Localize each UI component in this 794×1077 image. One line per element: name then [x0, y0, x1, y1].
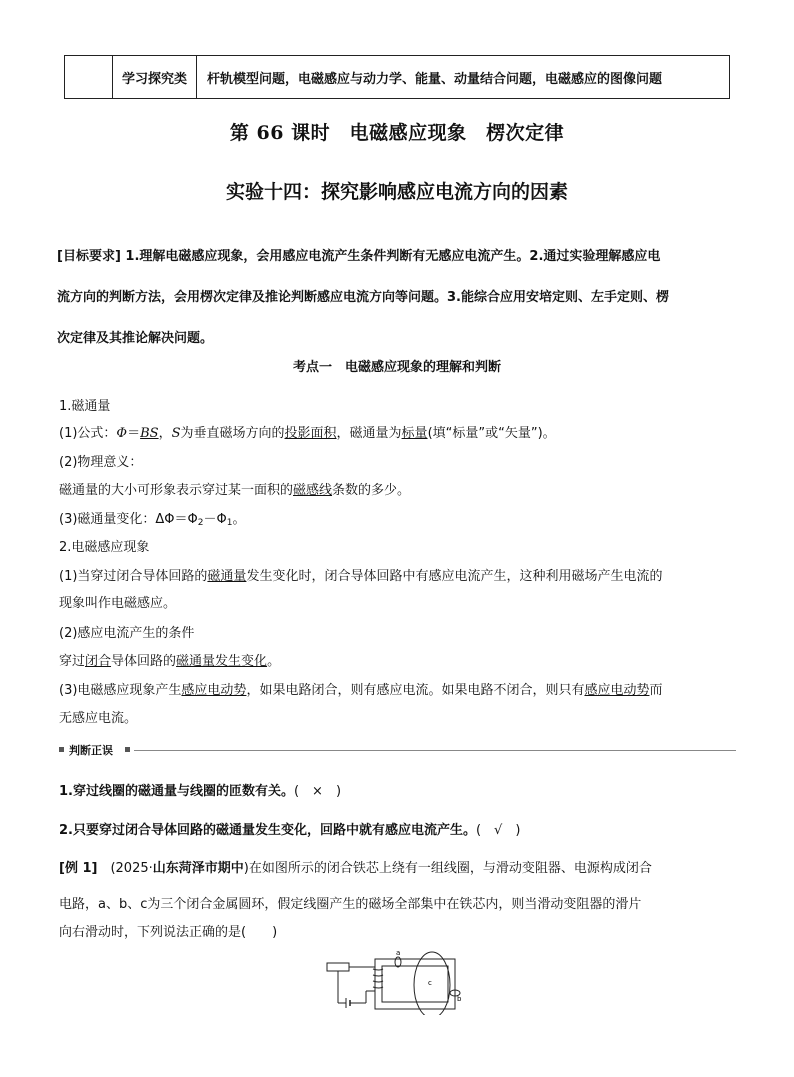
text: 。: [267, 654, 281, 669]
divider-line: [134, 750, 736, 751]
text: 为垂直磁场方向的: [180, 426, 285, 441]
ring-c: [414, 952, 450, 1015]
text: 发生变化时，闭合导体回路中有感应电流产生，这种利用磁场产生电流的: [246, 569, 663, 584]
goals-tag: [目标要求]: [57, 249, 121, 264]
question-text: 2.只要穿过闭合导体回路的磁通量发生变化，回路中就有感应电流产生。: [59, 823, 476, 838]
label-a: a: [396, 949, 401, 957]
induction-line-1: [59, 565, 662, 584]
text: (3)磁通量变化：ΔΦ＝Φ: [59, 512, 198, 527]
emf-line-2: 无感应电流。: [59, 711, 138, 726]
text: (2025·: [97, 861, 153, 876]
rheostat: [327, 963, 349, 971]
text: 而: [649, 683, 663, 698]
s-symbol: S: [171, 426, 181, 441]
phi-symbol: Φ: [116, 426, 128, 441]
answer-mark: ( √ ): [475, 823, 521, 838]
answer-closed: 闭合: [85, 654, 112, 669]
bullet-square-icon: [125, 747, 130, 752]
experiment-title: 实验十四：探究影响感应电流方向的因素: [225, 181, 568, 203]
lesson-title: 第 66 课时 电磁感应现象 楞次定律: [229, 122, 565, 144]
example-source: 山东菏泽市期中: [152, 861, 244, 876]
judge-question-2: [59, 819, 520, 838]
learning-goals: [57, 236, 743, 359]
example-line-3: 向右滑动时，下列说法正确的是( ): [59, 925, 278, 940]
table-row: [65, 56, 730, 99]
table-row-content: 杆轨模型问题，电磁感应与动力学、能量、动量结合问题，电磁感应的图像问题: [197, 56, 730, 99]
flux-change-line: [59, 508, 246, 528]
table-row-label: 学习探究类: [113, 56, 197, 99]
example-tag: [例 1]: [59, 861, 98, 876]
label-b: b: [457, 995, 462, 1003]
text: (3)电磁感应现象产生: [59, 683, 182, 698]
answer-emf: 感应电动势: [584, 683, 650, 698]
physical-meaning-line: (2)物理意义：: [59, 455, 143, 470]
answer-projected-area: 投影面积: [284, 426, 337, 441]
text: －Φ: [203, 512, 227, 527]
answer-mark: ( × ): [293, 784, 342, 799]
bullet-square-icon: [59, 747, 64, 752]
induction-line-2: 现象叫作电磁感应。: [59, 596, 177, 611]
text: 导体回路的: [111, 654, 177, 669]
text: ＝: [127, 426, 141, 441]
classification-table: [64, 55, 730, 99]
table-cell-empty: [65, 56, 113, 99]
goals-line-3: 次定律及其推论解决问题。: [57, 331, 214, 346]
judge-divider: [59, 742, 736, 758]
condition-line: [59, 650, 280, 669]
answer-flux-change: 磁通量发生变化: [176, 654, 268, 669]
judge-label: 判断正误: [69, 744, 113, 757]
text: 穿过: [59, 654, 86, 669]
answer-field-lines: 磁感线: [293, 483, 333, 498]
formula-line: [59, 422, 556, 441]
text: ，: [158, 426, 172, 441]
label-c: c: [428, 979, 432, 987]
text: (1)当穿过闭合导体回路的: [59, 569, 208, 584]
judge-question-1: [59, 780, 341, 799]
emf-line-1: [59, 679, 662, 698]
text: (1)公式：: [59, 426, 117, 441]
goals-line-1: [57, 236, 743, 277]
answer-flux: 磁通量: [207, 569, 247, 584]
goals-line-2: 流方向的判断方法，会用楞次定律及推论判断感应电流方向等问题。3.能综合应用安培定则、左手定则、楞: [57, 290, 669, 305]
text: ，磁通量为: [336, 426, 402, 441]
section-title: 考点一 电磁感应现象的理解和判断: [292, 360, 501, 375]
heading-magnetic-flux: 1.磁通量: [59, 399, 111, 414]
answer-emf: 感应电动势: [181, 683, 247, 698]
example-line-2: 电路，a、b、c为三个闭合金属圆环，假定线圈产生的磁场全部集中在铁芯内，则当滑动变阻器的滑片: [59, 897, 642, 912]
condition-heading: (2)感应电流产生的条件: [59, 626, 195, 641]
subscript: 1: [226, 518, 233, 528]
goals-text: 1.理解电磁感应现象，会用感应电流产生条件判断有无感应电流产生。2.通过实验理解感应电: [120, 249, 661, 264]
subscript: 2: [197, 518, 204, 528]
text: 。: [232, 512, 246, 527]
heading-induction: 2.电磁感应现象: [59, 540, 150, 555]
text: ，如果电路闭合，则有感应电流。如果电路不闭合，则只有: [246, 683, 585, 698]
text: (填“标量”或“矢量”)。: [427, 426, 556, 441]
example-line-1: [59, 857, 652, 876]
text: 条数的多少。: [332, 483, 411, 498]
answer-scalar: 标量: [401, 426, 428, 441]
text: 磁通量的大小可形象表示穿过某一面积的: [59, 483, 294, 498]
answer-bs: BS: [140, 426, 159, 441]
question-text: 1.穿过线圈的磁通量与线圈的匝数有关。: [59, 784, 294, 799]
circuit-figure: [326, 945, 470, 1015]
meaning-text-line: [59, 479, 410, 498]
text: )在如图所示的闭合铁芯上绕有一组线圈，与滑动变阻器、电源构成闭合: [243, 861, 652, 876]
